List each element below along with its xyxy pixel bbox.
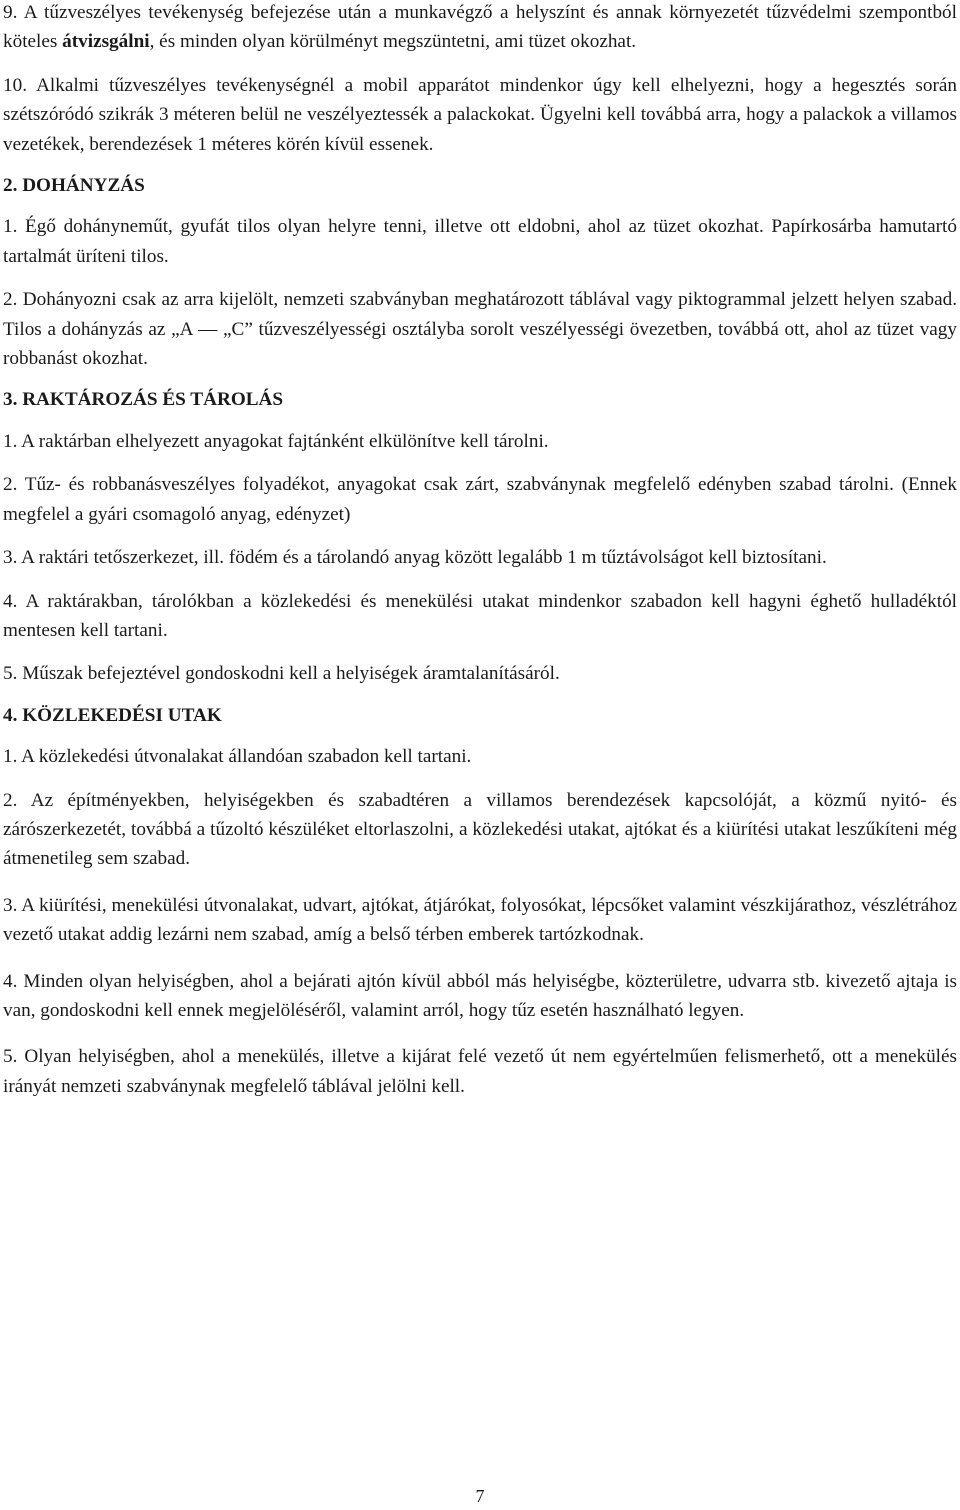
paragraph-9-emphasis: átvizsgálni: [62, 31, 150, 53]
traffic-paragraph-2: 2. Az építményekben, helyiségekben és szabadtéren a villamos berendezések kapcsolóját, a közmű nyitó- és zárószerkezetét, továbbá a tűzoltó készüléket eltorlaszolni, a közlekedési utakat, ajtókat és a kiürítési utakat leszűkíteni még átmenetileg sem szabad.: [3, 789, 957, 870]
page-number: 7: [475, 1486, 485, 1506]
traffic-paragraph-5: 5. Olyan helyiségben, ahol a menekülés, illetve a kijárat felé vezető út nem egyértelműen felismerhető, ott a menekülés irányát nemzeti szabványnak megfelelő táblával jelölni kell.: [3, 1046, 957, 1097]
storage-paragraph-4: 4. A raktárakban, tárolókban a közlekedési és menekülési utakat mindenkor szabadon kell hagyni éghető hulladéktól mentesen kell tartani.: [3, 590, 957, 641]
heading-storage: 3. RAKTÁROZÁS ÉS TÁROLÁS: [3, 389, 284, 411]
smoking-paragraph-1: 1. Égő dohányneműt, gyufát tilos olyan helyre tenni, illetve ott eldobni, ahol az tüzet okozhat. Papírkosárba hamutartó tartalmát üríteni tilos.: [3, 216, 957, 267]
storage-paragraph-1: 1. A raktárban elhelyezett anyagokat fajtánként elkülönítve kell tárolni.: [3, 430, 549, 452]
heading-traffic: 4. KÖZLEKEDÉSI UTAK: [3, 704, 222, 726]
traffic-paragraph-3: 3. A kiürítési, menekülési útvonalakat, udvart, ajtókat, átjárókat, folyosókat, lépcsőket valamint vészkijárathoz, vészlétrához vezető utakat addig lezárni nem szabad, amíg a belső térben emberek tartózkodnak.: [3, 894, 957, 946]
paragraph-9: [3, 0, 957, 57]
storage-paragraph-3: 3. A raktári tetőszerkezet, ill. födém és a tárolandó anyag között legalább 1 m tűztávolságot kell biztosítani.: [3, 547, 827, 569]
paragraph-9-text-end: , és minden olyan körülményt megszüntetni, ami tüzet okozhat.: [149, 31, 637, 53]
paragraph-9-text-start: 9. A tűzveszélyes tevékenység befejezése után a munkavégző a helyszínt és annak környezetét tűzvédelmi szempontból köteles: [3, 2, 957, 53]
smoking-paragraph-2: 2. Dohányozni csak az arra kijelölt, nemzeti szabványban meghatározott táblával vagy piktogrammal jelzett helyen szabad. Tilos a dohányzás az „A — „C” tűzveszélyességi osztályba sorolt veszélyességi övezetben, továbbá ott, ahol az tüzet vagy robbanást okozhat.: [3, 289, 957, 370]
traffic-paragraph-1: 1. A közlekedési útvonalakat állandóan szabadon kell tartani.: [3, 746, 472, 768]
paragraph-10: 10. Alkalmi tűzveszélyes tevékenységnél a mobil apparátot mindenkor úgy kell elhelyezni, hogy a hegesztés során szétszóródó szikrák 3 méteren belül ne veszélyeztessék a palackokat. Ügyelni kell továbbá arra, hogy a palackok a villamos vezetékek, berendezések 1 méteres körén kívül essenek.: [3, 74, 957, 155]
traffic-paragraph-4: 4. Minden olyan helyiségben, ahol a bejárati ajtón kívül abból más helyiségbe, közterületre, udvarra stb. kivezető ajtaja is van, gondoskodni kell ennek megjelöléséről, valamint arról, hogy tűz esetén használható legyen.: [3, 970, 957, 1021]
page-content: [3, 0, 957, 1101]
storage-paragraph-5: 5. Műszak befejeztével gondoskodni kell a helyiségek áramtalanításáról.: [3, 663, 560, 685]
heading-smoking: 2. DOHÁNYZÁS: [3, 175, 145, 197]
storage-paragraph-2: 2. Tűz- és robbanásveszélyes folyadékot, anyagokat csak zárt, szabványnak megfelelő edényben szabad tárolni. (Ennek megfelel a gyári csomagoló anyag, edényzet): [3, 474, 957, 525]
